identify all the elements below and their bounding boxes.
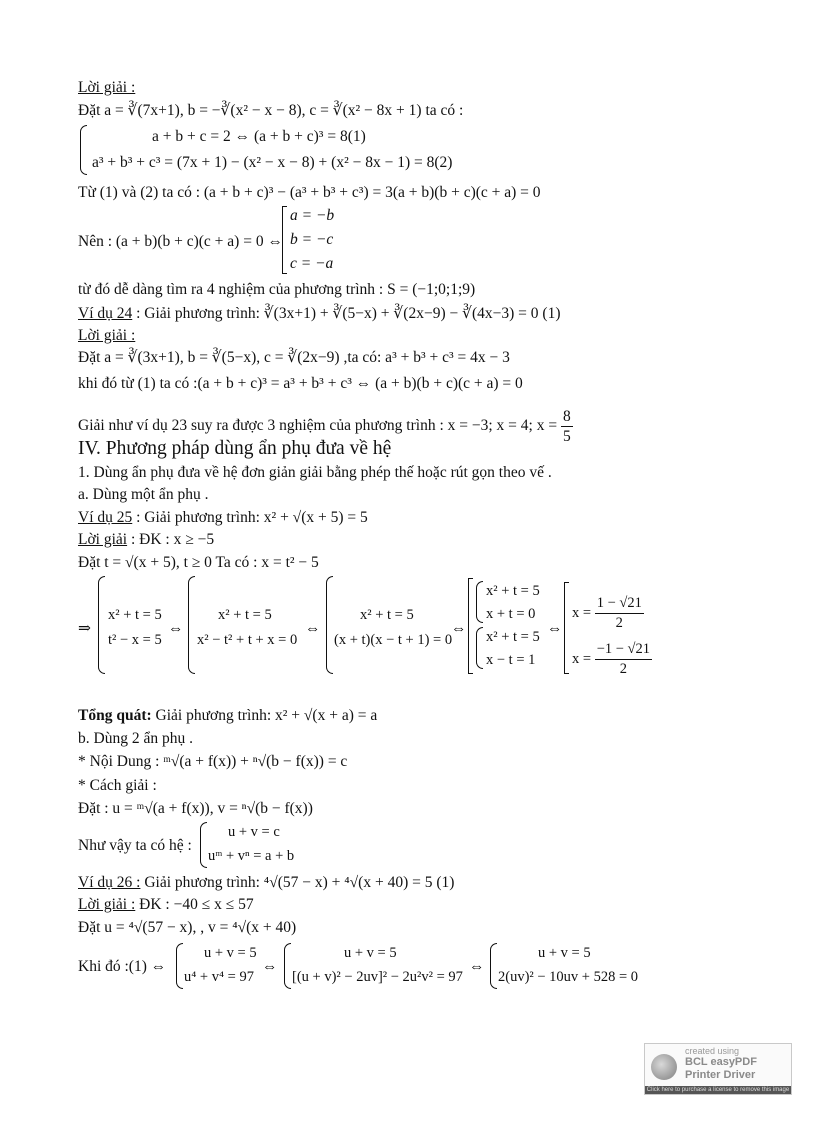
brace-t2 bbox=[284, 943, 291, 989]
root-2-numerator: −1 − √21 bbox=[595, 640, 652, 660]
equiv-1: ⇔ bbox=[168, 620, 184, 637]
example-24-label: Ví dụ 24 bbox=[78, 305, 133, 322]
subsection-1: 1. Dùng ẩn phụ đưa về hệ đơn giản giải bằng phép thế hoặc rút gọn theo vế . bbox=[78, 464, 552, 481]
uv-eq-1: u + v = c bbox=[228, 824, 280, 840]
watermark-line-1: created using bbox=[685, 1046, 740, 1056]
solution-heading: Lời giải : bbox=[78, 79, 136, 96]
s2-eq-1: x² + t = 5 bbox=[218, 607, 272, 623]
subsection-b: b. Dùng 2 ẩn phụ . bbox=[78, 730, 193, 747]
example-24-line bbox=[78, 304, 560, 323]
system-eq-2: a³ + b³ + c³ = (7x + 1) − (x² − x − 8) + (x² − 8x − 1) = 8(2) bbox=[92, 154, 453, 171]
result-text: Giải như ví dụ 23 suy ra được 3 nghiệm của phương trình : x = −3; x = 4; x = bbox=[78, 417, 558, 435]
brace-s4b bbox=[476, 627, 483, 669]
brace-uv bbox=[200, 822, 207, 868]
equiv-3: ⇔ bbox=[451, 620, 467, 637]
brace-t3 bbox=[490, 943, 497, 989]
brace-s4a bbox=[476, 581, 483, 623]
s4-eq-3: x² + t = 5 bbox=[486, 629, 540, 645]
fraction-8-5 bbox=[561, 407, 573, 446]
equiv-5: ⇔ bbox=[262, 958, 278, 975]
example-26-label: Ví dụ 26 : bbox=[78, 874, 141, 891]
example-25-line bbox=[78, 508, 368, 527]
equiv-2: ⇔ bbox=[305, 620, 321, 637]
denominator: 5 bbox=[562, 428, 571, 445]
condition-line-2 bbox=[78, 895, 254, 914]
example-25-label: Ví dụ 25 bbox=[78, 509, 133, 526]
watermark-line-3: Printer Driver bbox=[685, 1069, 756, 1081]
solution-set-line: từ đó dễ dàng tìm ra 4 nghiệm của phương trình : S = (−1;0;1;9) bbox=[78, 281, 476, 298]
watermark-badge[interactable] bbox=[644, 1043, 792, 1095]
root-2-fraction bbox=[595, 640, 652, 679]
brace-t1 bbox=[176, 943, 183, 989]
case-2: b = −c bbox=[290, 231, 334, 248]
therefore-line: Nên : (a + b)(b + c)(c + a) = 0 ⇔ bbox=[78, 233, 283, 250]
section-heading: IV. Phương pháp dùng ẩn phụ đưa về hệ bbox=[78, 438, 392, 459]
solution-label-4: Lời giải : bbox=[78, 896, 136, 913]
s4-eq-2: x + t = 0 bbox=[486, 606, 536, 622]
case-bracket bbox=[282, 206, 287, 274]
t2-eq-2: [(u + v)² − 2uv]² − 2u²v² = 97 bbox=[292, 969, 463, 985]
method-heading: * Cách giải : bbox=[78, 777, 157, 794]
case-3: c = −a bbox=[290, 255, 334, 272]
derivation-line: khi đó từ (1) ta có :(a + b + c)³ = a³ + b³ + c³ ⇔ (a + b)(b + c)(c + a) = 0 bbox=[78, 375, 523, 392]
s2-eq-2: x² − t² + t + x = 0 bbox=[197, 632, 298, 648]
condition-text-2: ĐK : −40 ≤ x ≤ 57 bbox=[135, 896, 254, 913]
watermark-purchase-link[interactable]: Click here to purchase a license to remove this image bbox=[646, 1087, 790, 1093]
substitution-line-3: Đặt t = √(x + 5), t ≥ 0 Ta có : x = t² − 5 bbox=[78, 554, 319, 571]
root-1 bbox=[572, 594, 644, 633]
equiv-6: ⇔ bbox=[469, 958, 485, 975]
root-1-numerator: 1 − √21 bbox=[595, 594, 644, 614]
condition-line bbox=[78, 530, 214, 549]
brace-s1 bbox=[98, 576, 105, 674]
solution-label-3: Lời giải bbox=[78, 531, 128, 548]
example-25-text: : Giải phương trình: x² + √(x + 5) = 5 bbox=[132, 509, 368, 526]
equiv-4: ⇔ bbox=[547, 620, 563, 637]
general-label: Tổng quát: bbox=[78, 707, 152, 724]
root-2-denominator: 2 bbox=[619, 661, 627, 677]
s1-eq-1: x² + t = 5 bbox=[108, 607, 162, 623]
printer-logo-icon bbox=[651, 1054, 677, 1080]
subsection-a: a. Dùng một ẩn phụ . bbox=[78, 486, 209, 503]
t1-eq-2: u⁴ + v⁴ = 97 bbox=[184, 969, 254, 985]
system-eq-1: a + b + c = 2 ⇔ (a + b + c)³ = 8(1) bbox=[152, 128, 366, 145]
numerator: 8 bbox=[562, 408, 571, 425]
s3-eq-2: (x + t)(x − t + 1) = 0 bbox=[334, 632, 453, 648]
condition-text: : ĐK : x ≥ −5 bbox=[127, 531, 215, 548]
implies-arrow: ⇒ bbox=[78, 620, 91, 637]
substitution-line: Đặt a = ∛(7x+1), b = −∛(x² − x − 8), c = ∛(x² − 8x + 1) ta có : bbox=[78, 102, 464, 119]
substitution-line-2: Đặt a = ∛(3x+1), b = ∛(5−x), c = ∛(2x−9) ,ta có: a³ + b³ + c³ = 4x − 3 bbox=[78, 349, 510, 366]
s3-eq-1: x² + t = 5 bbox=[360, 607, 414, 623]
s1-eq-2: t² − x = 5 bbox=[108, 632, 162, 648]
brace-s2 bbox=[188, 576, 195, 674]
example-26-text: Giải phương trình: ⁴√(57 − x) + ⁴√(x + 40) = 5 (1) bbox=[140, 874, 455, 891]
t3-eq-1: u + v = 5 bbox=[538, 945, 591, 961]
bracket-s4 bbox=[468, 578, 473, 674]
brace-s3 bbox=[326, 576, 333, 674]
solution-heading-2: Lời giải : bbox=[78, 327, 136, 344]
uv-eq-2: uᵐ + vⁿ = a + b bbox=[208, 848, 295, 864]
root-1-fraction bbox=[595, 594, 644, 633]
general-line bbox=[78, 706, 377, 725]
root-1-label: x = bbox=[572, 604, 592, 621]
s4-eq-4: x − t = 1 bbox=[486, 652, 536, 668]
example-26-line bbox=[78, 873, 454, 892]
t3-eq-2: 2(uv)² − 10uv + 528 = 0 bbox=[498, 969, 639, 985]
root-1-denominator: 2 bbox=[615, 615, 623, 631]
watermark-line-2: BCL easyPDF bbox=[685, 1056, 757, 1068]
s4-eq-1: x² + t = 5 bbox=[486, 583, 540, 599]
substitution-line-5: Đặt u = ⁴√(57 − x), , v = ⁴√(x + 40) bbox=[78, 919, 297, 936]
system-brace bbox=[80, 125, 87, 175]
substitution-line-4: Đặt : u = ᵐ√(a + f(x)), v = ⁿ√(b − f(x)) bbox=[78, 800, 313, 817]
t2-eq-1: u + v = 5 bbox=[344, 945, 397, 961]
bracket-s5 bbox=[564, 582, 569, 674]
then-line: Khi đó :(1) ⇔ bbox=[78, 958, 167, 975]
general-text: Giải phương trình: x² + √(x + a) = a bbox=[151, 707, 378, 724]
root-2 bbox=[572, 640, 652, 679]
system-intro: Như vậy ta có hệ : bbox=[78, 837, 192, 854]
root-2-label: x = bbox=[572, 650, 592, 667]
identity-line: Từ (1) và (2) ta có : (a + b + c)³ − (a³ + b³ + c³) = 3(a + b)(b + c)(c + a) = 0 bbox=[78, 184, 541, 201]
content-line: * Nội Dung : ᵐ√(a + f(x)) + ⁿ√(b − f(x)) = c bbox=[78, 753, 348, 770]
t1-eq-1: u + v = 5 bbox=[204, 945, 257, 961]
example-24-text: : Giải phương trình: ∛(3x+1) + ∛(5−x) + ∛(2x−9) − ∛(4x−3) = 0 (1) bbox=[132, 305, 561, 322]
case-1: a = −b bbox=[290, 207, 335, 224]
